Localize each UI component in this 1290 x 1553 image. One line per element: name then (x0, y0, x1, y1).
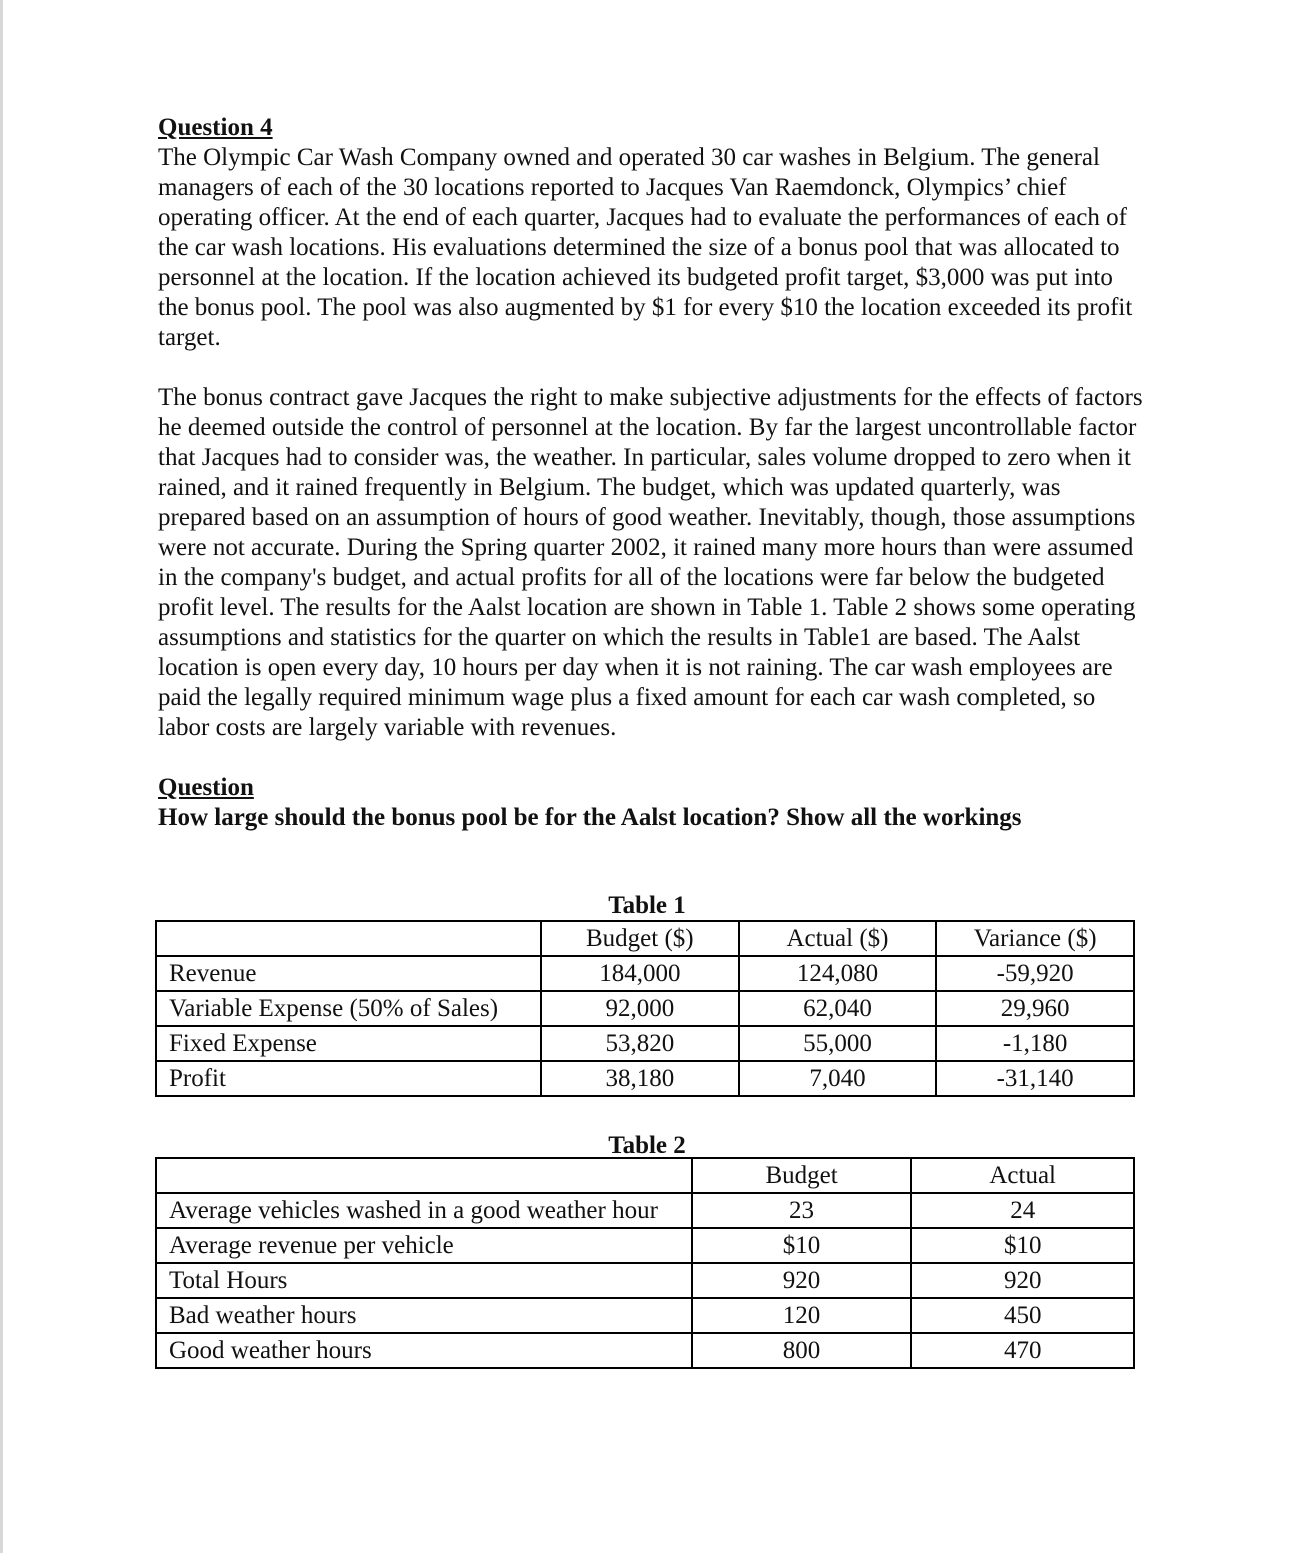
page-edge (0, 0, 3, 1553)
table-cell: -31,140 (936, 1061, 1134, 1096)
table-cell-label: Average vehicles washed in a good weather hour (156, 1193, 692, 1228)
table-cell: -1,180 (936, 1026, 1134, 1061)
table-cell-label: Variable Expense (50% of Sales) (156, 991, 541, 1026)
table2-caption: Table 2 (608, 1132, 686, 1159)
table-cell: 24 (911, 1193, 1134, 1228)
table1-header-cell: Actual ($) (739, 921, 937, 956)
document-body (158, 113, 1148, 833)
table-row (156, 956, 1134, 991)
table-2 (155, 1157, 1135, 1369)
table-row (156, 1263, 1134, 1298)
table-cell-label: Fixed Expense (156, 1026, 541, 1061)
table1-header-cell: Budget ($) (541, 921, 739, 956)
table-cell: 38,180 (541, 1061, 739, 1096)
table2-header-cell (156, 1158, 692, 1193)
table-cell: 29,960 (936, 991, 1134, 1026)
table-cell: 62,040 (739, 991, 937, 1026)
paragraph-intro: The Olympic Car Wash Company owned and operated 30 car washes in Belgium. The general managers of each of the 30 locations reported to Jacques Van Raemdonck, Olympics’ chief operating officer. At the end of each quarter, Jacques had to evaluate the performances of each of the car wash locations. His evaluations determined the size of a bonus pool that was allocated to personnel at the location. If the location achieved its budgeted profit target, $3,000 was put into the bonus pool. The pool was also augmented by $1 for every $10 the location exceeded its profit target. (158, 144, 1133, 351)
table1-header-cell (156, 921, 541, 956)
table-cell: 7,040 (739, 1061, 937, 1096)
table-cell: 920 (692, 1263, 912, 1298)
table-row (156, 991, 1134, 1026)
table-cell: 92,000 (541, 991, 739, 1026)
table-cell: 450 (911, 1298, 1134, 1333)
table-cell: 124,080 (739, 956, 937, 991)
table-row (156, 1026, 1134, 1061)
table-cell: 53,820 (541, 1026, 739, 1061)
table-cell: 920 (911, 1263, 1134, 1298)
table-1 (155, 920, 1135, 1097)
table-cell: 800 (692, 1333, 912, 1368)
table-row (156, 1228, 1134, 1263)
table-row (156, 1061, 1134, 1096)
question-heading: Question (158, 774, 254, 801)
table1-header-row (156, 921, 1134, 956)
table-cell: -59,920 (936, 956, 1134, 991)
table2-header-cell: Budget (692, 1158, 912, 1193)
table-cell: $10 (692, 1228, 912, 1263)
table-cell-label: Average revenue per vehicle (156, 1228, 692, 1263)
table-row (156, 1298, 1134, 1333)
table-cell-label: Total Hours (156, 1263, 692, 1298)
table1-header-cell: Variance ($) (936, 921, 1134, 956)
table2-header-row (156, 1158, 1134, 1193)
question-block (158, 773, 1148, 833)
table-cell: 23 (692, 1193, 912, 1228)
table-cell: 184,000 (541, 956, 739, 991)
table-cell-label: Profit (156, 1061, 541, 1096)
table2-header-cell: Actual (911, 1158, 1134, 1193)
table-cell-label: Bad weather hours (156, 1298, 692, 1333)
question-4-heading: Question 4 (158, 114, 273, 141)
table-cell: 55,000 (739, 1026, 937, 1061)
table-cell-label: Revenue (156, 956, 541, 991)
table-cell-label: Good weather hours (156, 1333, 692, 1368)
paragraph-bonus-contract: The bonus contract gave Jacques the right to make subjective adjustments for the effects of factors he deemed outside the control of personnel at the location. By far the largest uncontrollable factor that Jacques had to consider was, the weather. In particular, sales volume dropped to zero when it rained, and it rained frequently in Belgium. The budget, which was updated quarterly, was prepared based on an assumption of hours of good weather. Inevitably, though, those assumptions were not accurate. During the Spring quarter 2002, it rained many more hours than were assumed in the company's budget, and actual profits for all of the locations were far below the budgeted profit level. The results for the Aalst location are shown in Table 1. Table 2 shows some operating assumptions and statistics for the quarter on which the results in Table1 are based. The Aalst location is open every day, 10 hours per day when it is not raining. The car wash employees are paid the legally required minimum wage plus a fixed amount for each car wash completed, so labor costs are largely variable with revenues. (158, 384, 1143, 741)
table-row (156, 1193, 1134, 1228)
table1-caption: Table 1 (608, 892, 686, 919)
table-cell: 470 (911, 1333, 1134, 1368)
table-cell: 120 (692, 1298, 912, 1333)
table-row (156, 1333, 1134, 1368)
question-text: How large should the bonus pool be for the Aalst location? Show all the workings (158, 804, 1022, 831)
table-cell: $10 (911, 1228, 1134, 1263)
